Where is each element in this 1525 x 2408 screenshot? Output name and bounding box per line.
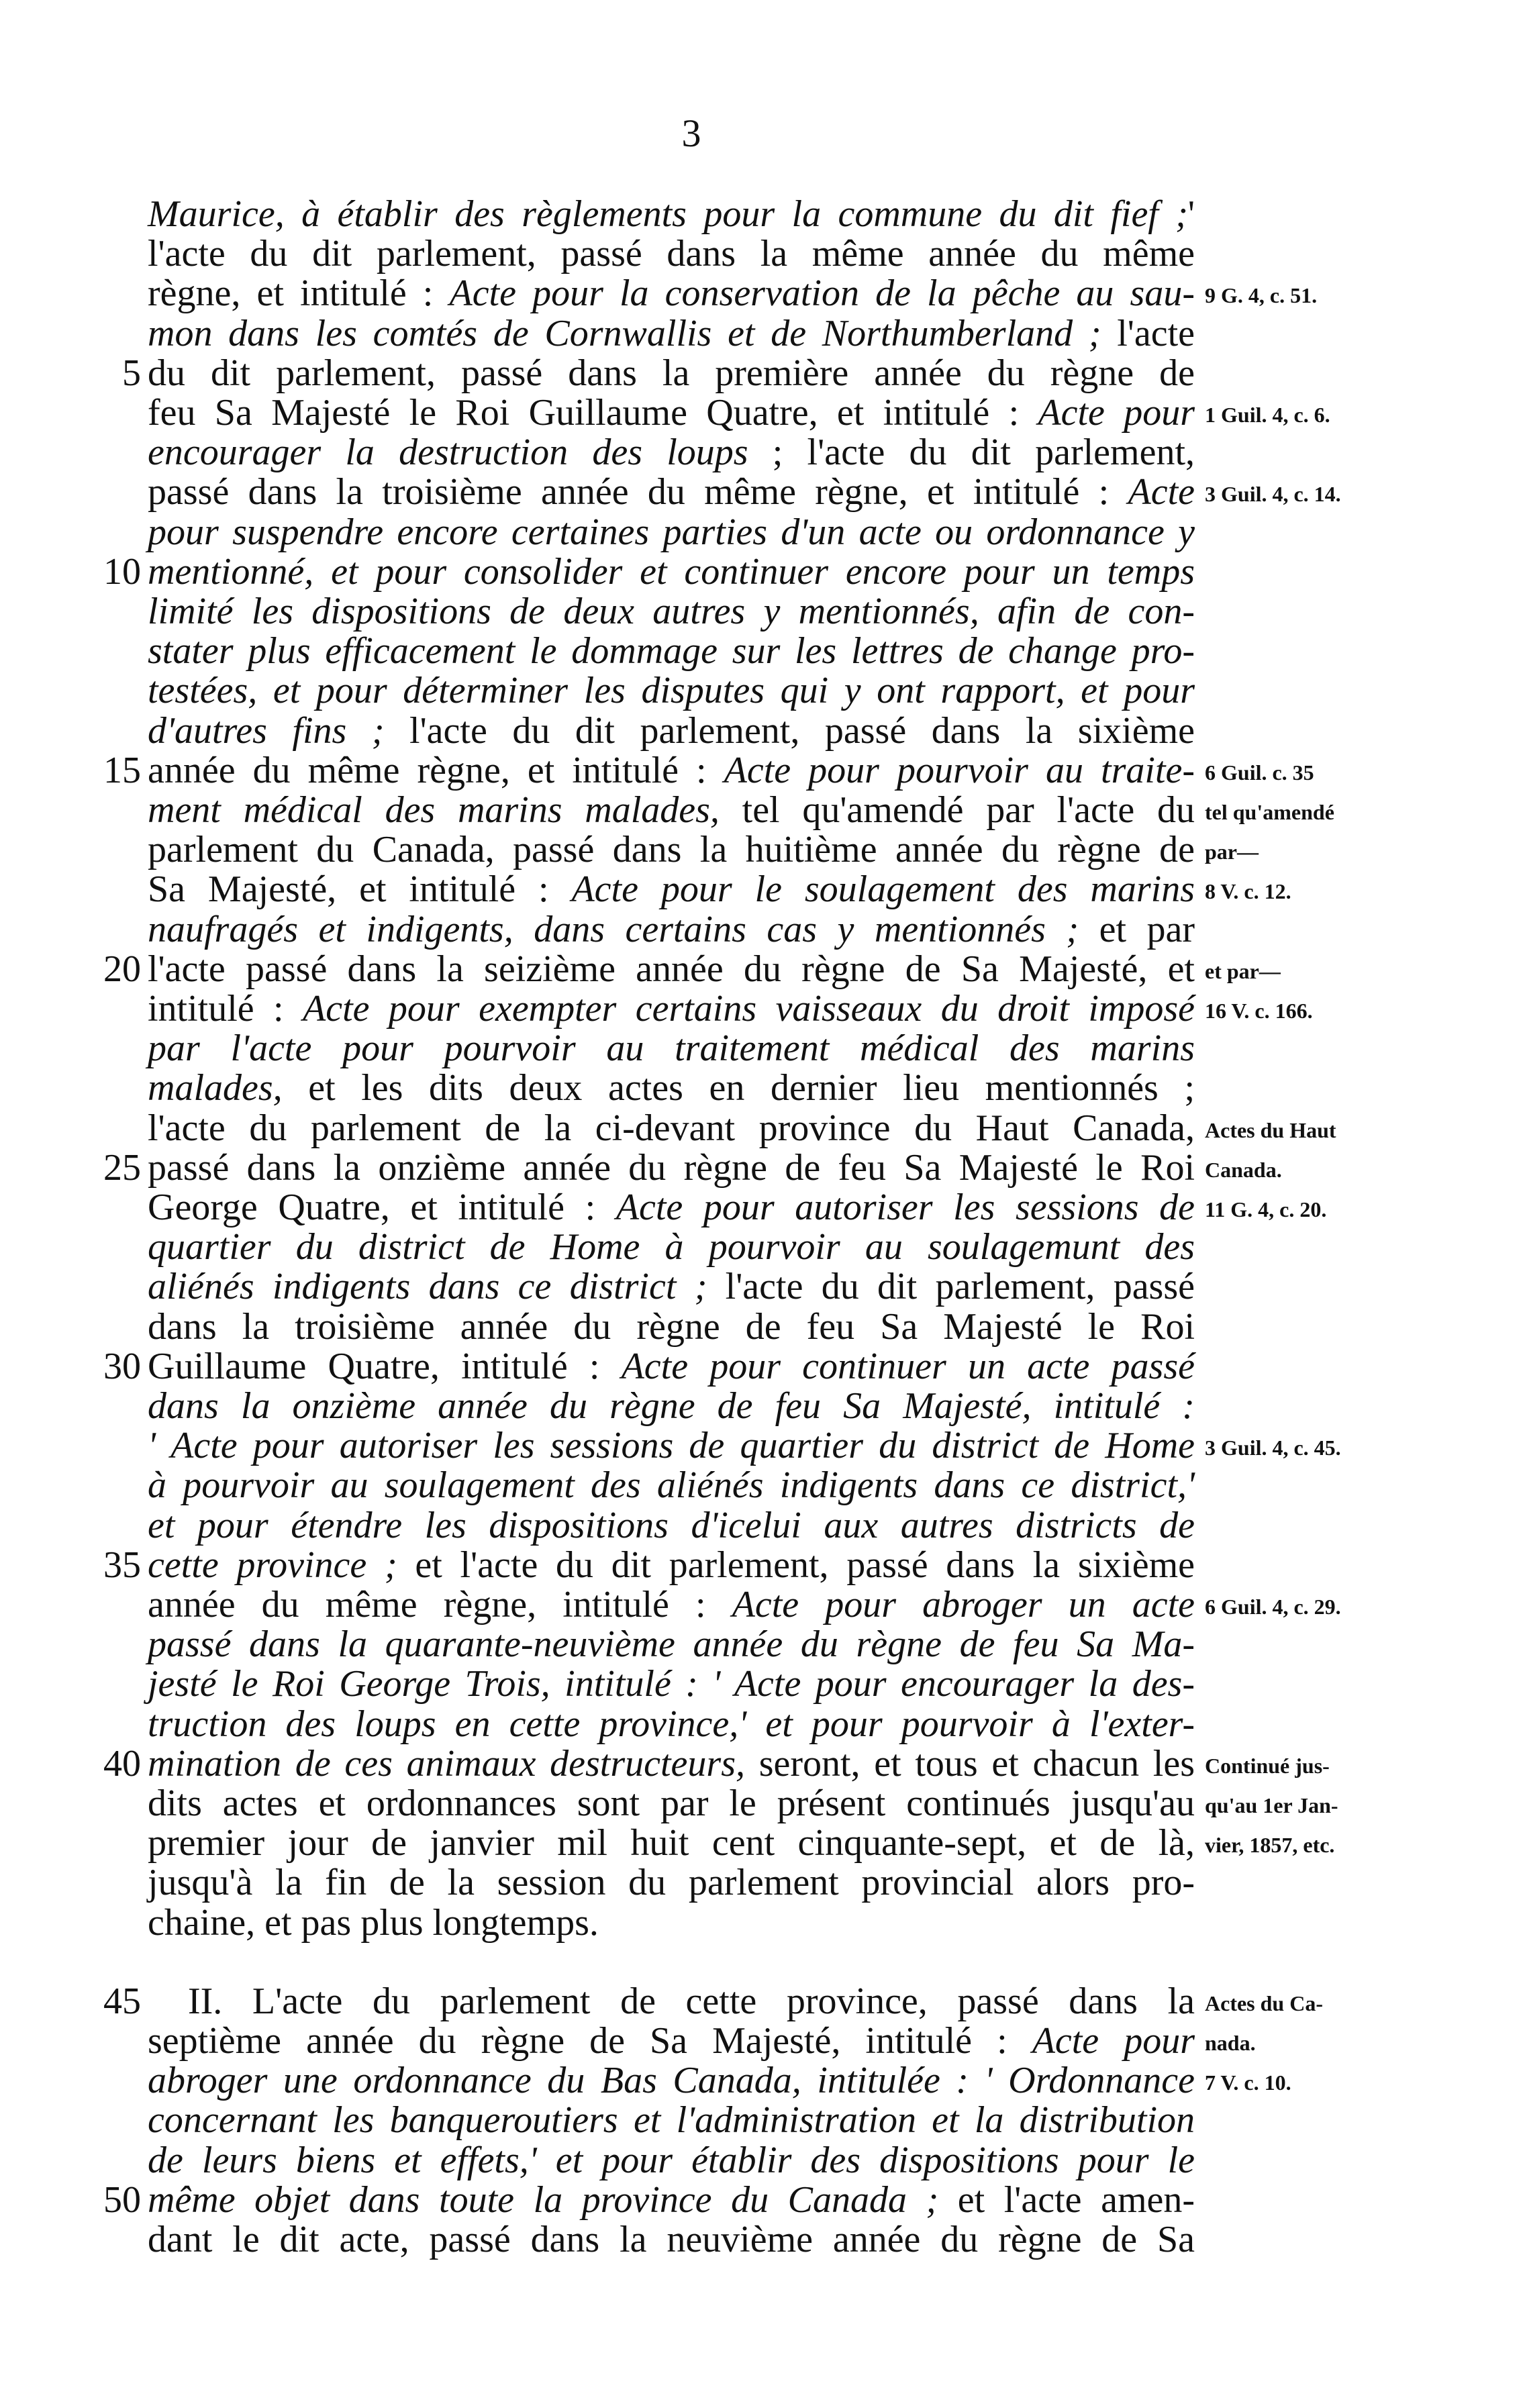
margin-note: Continué jus- [1205, 1753, 1330, 1778]
text-line [0, 1426, 1525, 1466]
text-line [0, 1029, 1525, 1068]
line-text: dits actes et ordonnances sont par le présent continués jusqu'au [148, 1783, 1195, 1824]
margin-note: tel qu'amendé [1205, 800, 1334, 824]
line-text: du dit parlement, passé dans la première année du règne de [148, 352, 1195, 394]
line-number: 15 [103, 749, 141, 791]
line-text: jesté le Roi George Trois, intitulé : ' Acte pour encourager la des- [148, 1663, 1195, 1705]
line-text: septième année du règne de Sa Majesté, intitulé : Acte pour [148, 2020, 1195, 2062]
line-text: pour suspendre encore certaines parties d'un acte ou ordonnance y [148, 511, 1195, 553]
line-text: quartier du district de Home à pourvoir au soulagemunt des [148, 1226, 1195, 1268]
line-text: stater plus efficacement le dommage sur les lettres de change pro- [148, 630, 1195, 672]
text-line [0, 671, 1525, 711]
text-line [0, 1267, 1525, 1307]
line-text: concernant les banqueroutiers et l'administration et la distribution [148, 2099, 1195, 2142]
line-text: mination de ces animaux destructeurs, seront, et tous et chacun les [148, 1742, 1195, 1785]
margin-note: 6 Guil. c. 35 [1205, 760, 1314, 785]
line-text: intitulé : Acte pour exempter certains vaisseaux du droit imposé [148, 988, 1195, 1030]
text-line [0, 1347, 1525, 1387]
text-line [0, 472, 1525, 512]
line-text: dans la troisième année du règne de feu Sa Majesté le Roi [148, 1305, 1195, 1348]
text-line [0, 989, 1525, 1029]
line-text: encourager la destruction des loups ; l'acte du dit parlement, [148, 432, 1195, 474]
text-line [0, 1307, 1525, 1347]
margin-note: par— [1205, 840, 1259, 864]
line-text: malades, et les dits deux actes en dernier lieu mentionnés ; [148, 1067, 1195, 1109]
line-text: Maurice, à établir des règlements pour la commune du dit fief ;' [148, 193, 1195, 235]
line-text: passé dans la troisième année du même règne, et intitulé : Acte [148, 471, 1195, 513]
line-text: chaine, et pas plus longtemps. [148, 1901, 599, 1944]
margin-note: nada. [1205, 2031, 1256, 2055]
line-text: par l'acte pour pourvoir au traitement médical des marins [148, 1027, 1195, 1070]
text-line [0, 791, 1525, 830]
line-text: II. L'acte du parlement de cette province, passé dans la [188, 1980, 1195, 2022]
line-text: de leurs biens et effets,' et pour établir des dispositions pour le [148, 2139, 1195, 2181]
line-number: 40 [103, 1742, 141, 1785]
text-line [0, 274, 1525, 313]
line-text: d'autres fins ; l'acte du dit parlement, passé dans la sixième [148, 709, 1195, 752]
margin-note: 1 Guil. 4, c. 6. [1205, 403, 1330, 427]
text-line [0, 513, 1525, 552]
line-text: abroger une ordonnance du Bas Canada, intitulée : ' Ordonnance [148, 2060, 1195, 2102]
text-line [0, 1109, 1525, 1148]
text-line [0, 830, 1525, 870]
line-text: passé dans la onzième année du règne de feu Sa Majesté le Roi [148, 1146, 1195, 1189]
text-line [0, 314, 1525, 354]
margin-note: 7 V. c. 10. [1205, 2070, 1291, 2095]
text-line [0, 1705, 1525, 1744]
text-line [0, 2021, 1525, 2061]
line-text: feu Sa Majesté le Roi Guillaume Quatre, et intitulé : Acte pour [148, 392, 1195, 434]
line-text: ' Acte pour autoriser les sessions de quartier du district de Home [148, 1425, 1195, 1467]
line-text: ment médical des marins malades, tel qu'amendé par l'acte du [148, 789, 1195, 831]
text-line [0, 751, 1525, 791]
line-number: 20 [103, 948, 141, 990]
text-line [0, 1903, 1525, 1943]
text-line [0, 1188, 1525, 1227]
line-text: George Quatre, et intitulé : Acte pour autoriser les sessions de [148, 1187, 1195, 1228]
text-line [0, 1982, 1525, 2021]
line-text: truction des loups en cette province,' et pour pourvoir à l'exter- [148, 1703, 1195, 1745]
text-line [0, 1823, 1525, 1863]
text-line [0, 1227, 1525, 1267]
text-line [0, 1506, 1525, 1546]
margin-note: vier, 1857, etc. [1205, 1833, 1335, 1858]
line-number: 30 [103, 1345, 141, 1387]
line-text: testées, et pour déterminer les disputes qui y ont rapport, et pour [148, 670, 1195, 712]
line-text: l'acte du dit parlement, passé dans la même année du même [148, 233, 1195, 275]
text-line [0, 1625, 1525, 1664]
text-line [0, 1148, 1525, 1188]
margin-note: 9 G. 4, c. 51. [1205, 283, 1318, 308]
margin-note: et par— [1205, 958, 1281, 983]
margin-note: 3 Guil. 4, c. 45. [1205, 1436, 1341, 1460]
text-line [0, 433, 1525, 472]
line-number: 35 [103, 1544, 141, 1586]
line-number: 50 [103, 2178, 141, 2221]
line-number: 25 [103, 1146, 141, 1189]
page-number: 3 [681, 111, 701, 155]
text-line [0, 592, 1525, 632]
line-text: mentionné, et pour consolider et continuer encore pour un temps [148, 550, 1195, 593]
margin-note: 6 Guil. 4, c. 29. [1205, 1595, 1341, 1619]
margin-note: 11 G. 4, c. 20. [1205, 1197, 1327, 1221]
line-number: 45 [103, 1980, 141, 2022]
line-text: mon dans les comtés de Cornwallis et de Northumberland ; l'acte [148, 312, 1195, 354]
line-text: dant le dit acte, passé dans la neuvième année du règne de Sa [148, 2219, 1195, 2260]
text-line [0, 1068, 1525, 1108]
margin-note: 8 V. c. 12. [1205, 879, 1291, 904]
line-text: règne, et intitulé : Acte pour la conservation de la pêche au sau- [148, 272, 1195, 315]
text-line [0, 1863, 1525, 1903]
text-line [0, 1466, 1525, 1505]
text-line [0, 393, 1525, 433]
text-line [0, 2061, 1525, 2101]
line-text: même objet dans toute la province du Canada ; et l'acte amen- [148, 2178, 1195, 2221]
line-text: jusqu'à la fin de la session du parlement provincial alors pro- [148, 1862, 1195, 1904]
line-text: l'acte passé dans la seizième année du règne de Sa Majesté, et [148, 948, 1195, 990]
line-text: Sa Majesté, et intitulé : Acte pour le soulagement des marins [148, 868, 1195, 911]
text-line [0, 552, 1525, 592]
text-line [0, 1664, 1525, 1704]
text-line [0, 950, 1525, 989]
line-text: premier jour de janvier mil huit cent cinquante-sept, et de là, [148, 1822, 1195, 1864]
line-text: année du même règne, intitulé : Acte pour abroger un acte [148, 1584, 1195, 1625]
line-text: cette province ; et l'acte du dit parlement, passé dans la sixième [148, 1544, 1195, 1586]
text-line [0, 711, 1525, 751]
text-line [0, 1585, 1525, 1625]
line-number: 5 [122, 352, 141, 394]
text-line [0, 2101, 1525, 2140]
margin-note: 3 Guil. 4, c. 14. [1205, 482, 1341, 507]
text-line [0, 2141, 1525, 2180]
line-text: naufragés et indigents, dans certains cas y mentionnés ; et par [148, 908, 1195, 950]
text-line [0, 2220, 1525, 2260]
margin-note: Actes du Ca- [1205, 1991, 1323, 2015]
text-line [0, 195, 1525, 234]
margin-note: Actes du Haut [1205, 1117, 1336, 1142]
margin-note: qu'au 1er Jan- [1205, 1793, 1338, 1817]
line-text: passé dans la quarante-neuvième année du règne de feu Sa Ma- [148, 1623, 1195, 1666]
line-text: à pourvoir au soulagement des aliénés indigents dans ce district,' [148, 1464, 1195, 1507]
text-line [0, 1546, 1525, 1585]
text-line [0, 1784, 1525, 1823]
text-line [0, 1387, 1525, 1426]
line-text: et pour étendre les dispositions d'icelui aux autres districts de [148, 1504, 1195, 1546]
text-line [0, 632, 1525, 671]
margin-note: 16 V. c. 166. [1205, 999, 1313, 1023]
text-line [0, 2180, 1525, 2220]
line-text: l'acte du parlement de la ci-devant province du Haut Canada, [148, 1107, 1195, 1149]
line-text: parlement du Canada, passé dans la huitième année du règne de [148, 829, 1195, 871]
text-line [0, 234, 1525, 274]
line-number: 10 [103, 550, 141, 593]
line-text: Guillaume Quatre, intitulé : Acte pour continuer un acte passé [148, 1345, 1195, 1387]
text-line [0, 870, 1525, 909]
line-text: limité les dispositions de deux autres y mentionnés, afin de con- [148, 591, 1195, 632]
line-text: année du même règne, et intitulé : Acte pour pourvoir au traite- [148, 749, 1195, 791]
text-line [0, 910, 1525, 950]
text-line [0, 354, 1525, 393]
line-text: aliénés indigents dans ce district ; l'acte du dit parlement, passé [148, 1266, 1195, 1308]
line-text: dans la onzième année du règne de feu Sa Majesté, intitulé : [148, 1385, 1195, 1427]
margin-note: Canada. [1205, 1157, 1282, 1182]
text-line [0, 1744, 1525, 1784]
